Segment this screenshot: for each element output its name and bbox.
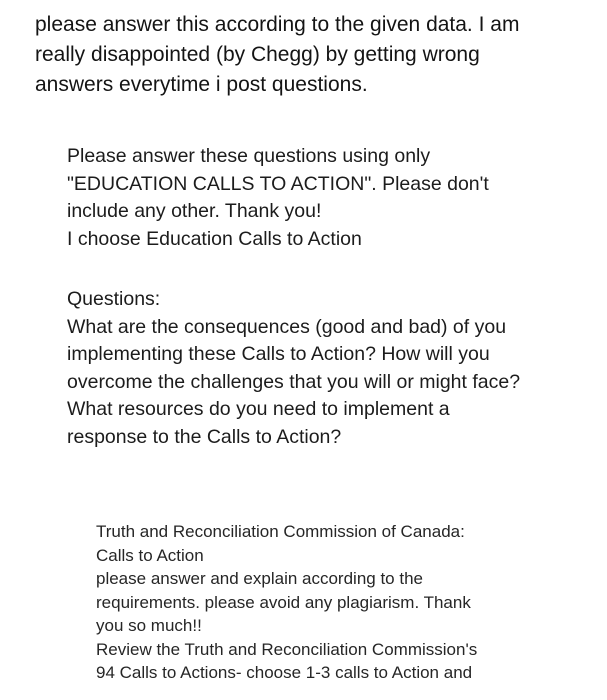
quoted-request bbox=[67, 143, 489, 253]
intro-paragraph bbox=[35, 10, 519, 100]
intro-line: answers everytime i post questions. bbox=[35, 73, 368, 96]
question-line: response to the Calls to Action? bbox=[67, 425, 342, 448]
nested-line: requirements. please avoid any plagiarism. Thank bbox=[96, 592, 471, 612]
intro-line: really disappointed (by Chegg) by getting wrong bbox=[35, 43, 480, 66]
nested-line: Review the Truth and Reconciliation Commission's bbox=[96, 639, 478, 659]
question-line: What are the consequences (good and bad) of you bbox=[67, 315, 507, 338]
nested-line: you so much!! bbox=[96, 616, 202, 635]
nested-line: 94 Calls to Actions- choose 1-3 calls to Action and bbox=[96, 663, 473, 682]
quoted-line: include any other. Thank you! bbox=[67, 200, 322, 222]
question-line: overcome the challenges that you will or might face? bbox=[67, 370, 521, 393]
nested-quote bbox=[96, 520, 477, 685]
questions-heading: Questions: bbox=[67, 288, 161, 310]
question-line: implementing these Calls to Action? How will you bbox=[67, 343, 490, 365]
nested-line: Truth and Reconciliation Commission of Canada: bbox=[96, 522, 465, 541]
quoted-line: "EDUCATION CALLS TO ACTION". Please don't bbox=[67, 172, 489, 195]
question-line: What resources do you need to implement a bbox=[67, 398, 450, 420]
quoted-line: Please answer these questions using only bbox=[67, 145, 431, 167]
intro-line: please answer this according to the given data. I am bbox=[35, 13, 520, 36]
nested-line: please answer and explain according to the bbox=[96, 569, 423, 588]
questions-section bbox=[67, 286, 520, 451]
nested-line: Calls to Action bbox=[96, 545, 204, 565]
quoted-line: I choose Education Calls to Action bbox=[67, 227, 362, 250]
